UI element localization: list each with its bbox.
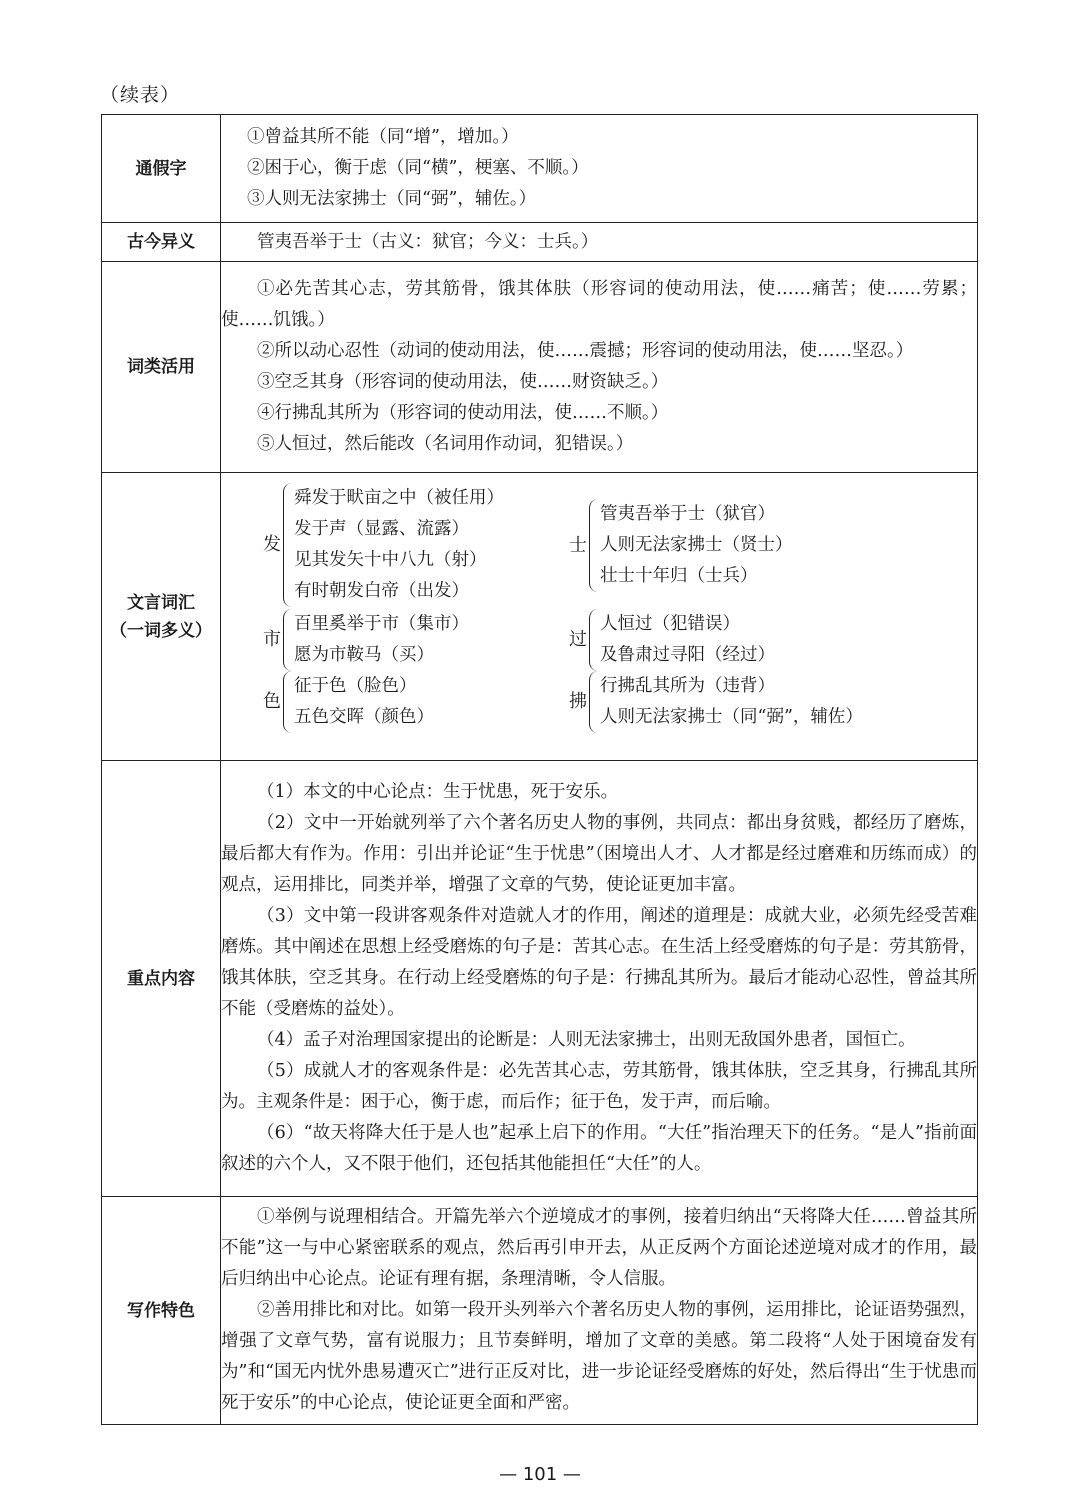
continued-table-label: （续表） bbox=[100, 84, 181, 106]
table-row bbox=[102, 761, 978, 1197]
list-item: 五色交晖（颜色） bbox=[294, 706, 434, 727]
polysemy-group-shi-market bbox=[263, 609, 469, 671]
key-point-1: （1）本文的中心论点：生于忧患，死于安乐。 bbox=[257, 782, 619, 802]
polysemy-items bbox=[294, 483, 504, 607]
list-item: 征于色（脸色） bbox=[294, 675, 417, 696]
table-row bbox=[102, 262, 978, 473]
row-header-gujinyiyi: 古今异义 bbox=[102, 223, 221, 262]
list-item: 人则无法家拂士（贤士） bbox=[600, 534, 793, 555]
list-item: 有时朝发白帝（出发） bbox=[294, 580, 469, 601]
list-item: ①必先苦其心志，劳其筋骨，饿其体肤（形容词的使动用法，使……痛苦；使……劳累；使……饥饿。） bbox=[221, 279, 977, 330]
list-item: 人恒过（犯错误） bbox=[600, 613, 740, 634]
table-row bbox=[102, 223, 978, 262]
key-point-6: （6）“故天将降大任于是人也”起承上启下的作用。“大任”指治理天下的任务。“是人”指前面叙述的六个人，又不限于他们，还包括其他能担任“大任”的人。 bbox=[221, 1123, 977, 1174]
brace-icon bbox=[589, 671, 598, 733]
polysemy-key: 色 bbox=[263, 691, 281, 712]
polysemy-items bbox=[600, 609, 775, 671]
list-item: 百里奚举于市（集市） bbox=[294, 613, 469, 634]
list-item: ⑤人恒过，然后能改（名词用作动词，犯错误。） bbox=[257, 434, 634, 454]
polysemy-key: 发 bbox=[263, 534, 281, 555]
page-number: — 101 — bbox=[499, 1464, 581, 1485]
row-body-cileihuoyong bbox=[221, 262, 978, 473]
polysemy-key: 拂 bbox=[569, 691, 587, 712]
table-row bbox=[102, 1197, 978, 1425]
list-item: 壮士十年归（士兵） bbox=[600, 565, 758, 586]
polysemy-key: 市 bbox=[263, 629, 281, 650]
polysemy-items bbox=[600, 499, 793, 592]
polysemy-key: 过 bbox=[569, 629, 587, 650]
list-item: 舜发于畎亩之中（被任用） bbox=[294, 487, 504, 508]
polysemy-items bbox=[600, 671, 863, 733]
polysemy-key: 士 bbox=[569, 534, 587, 556]
writing-feature-1: ①举例与说理相结合。开篇先举六个逆境成才的事例，接着归纳出“天将降大任……曾益其所不能”这一与中心紧密联系的观点，然后再引申开去，从正反两个方面论述逆境对成才的作用，最后归纳出中心论点。论证有理有据，条理清晰，令人信服。 bbox=[221, 1207, 977, 1289]
polysemy-group-fu bbox=[569, 671, 863, 733]
polysemy-group-guo bbox=[569, 609, 775, 671]
row-body-gujinyiyi bbox=[221, 223, 978, 262]
key-point-5: （5）成就人才的客观条件是：必先苦其心志，劳其筋骨，饿其体肤，空乏其身，行拂乱其所为。主观条件是：困于心，衡于虑，而后作；征于色，发于声，而后喻。 bbox=[221, 1061, 977, 1112]
list-item: ②所以动心忍性（动词的使动用法，使……震撼；形容词的使动用法，使……坚忍。） bbox=[257, 341, 914, 361]
polysemy-items bbox=[294, 609, 469, 671]
key-point-2: （2）文中一开始就列举了六个著名历史人物的事例，共同点：都出身贫贱，都经历了磨炼，最后都大有作为。作用：引出并论证“生于忧患”（困境出人才、人才都是经过磨难和历练而成）的观点，运用排比，同类并举，增强了文章的气势，使论证更加丰富。 bbox=[221, 813, 977, 895]
row-body-yiciduoyi bbox=[221, 473, 978, 761]
list-item: 愿为市鞍马（买） bbox=[294, 644, 434, 665]
key-point-3: （3）文中第一段讲客观条件对造就人才的作用，阐述的道理是：成就大业，必须先经受苦难磨炼。其中阐述在思想上经受磨炼的句子是：苦其心志。在生活上经受磨炼的句子是：劳其筋骨，饿其体肤，空乏其身。在行动上经受磨炼的句子是：行拂乱其所为。最后才能动心忍性，曾益其所不能（受磨炼的益处）。 bbox=[221, 906, 977, 1019]
list-item: ④行拂乱其所为（形容词的使动用法，使……不顺。） bbox=[257, 403, 669, 423]
row-header-zhongdianneirong: 重点内容 bbox=[102, 761, 221, 1197]
brace-icon bbox=[589, 609, 598, 671]
header-line: 文言词汇 bbox=[127, 592, 195, 613]
row-body-xiezuotese bbox=[221, 1197, 978, 1425]
list-item: ③空乏其身（形容词的使动用法，使……财资缺乏。） bbox=[257, 372, 669, 392]
brace-icon bbox=[283, 483, 292, 607]
header-line-sub: （一词多义） bbox=[110, 620, 212, 641]
table-row bbox=[102, 473, 978, 761]
row-header-xiezuotese: 写作特色 bbox=[102, 1197, 221, 1425]
polysemy-groups bbox=[229, 481, 969, 753]
writing-feature-2: ②善用排比和对比。如第一段开头列举六个著名历史人物的事例，运用排比，论证语势强烈，增强了文章气势，富有说服力；且节奏鲜明，增加了文章的美感。第二段将“人处于困境奋发有为”和“国无内忧外患易遭灭亡”进行正反对比，进一步论证经受磨炼的好处，然后得出“生于忧患而死于安乐”的中心论点，使论证更全面和严密。 bbox=[221, 1300, 977, 1413]
row-header-wenyancihui bbox=[102, 473, 221, 761]
list-item: ③人则无法家拂士（同“弼”，辅佐。） bbox=[247, 189, 537, 209]
list-item: 及鲁肃过寻阳（经过） bbox=[600, 644, 775, 665]
row-body-tongjiazi bbox=[221, 115, 978, 223]
row-body-zhongdianneirong bbox=[221, 761, 978, 1197]
list-item: ②困于心，衡于虑（同“横”，梗塞、不顺。） bbox=[247, 158, 589, 178]
brace-icon bbox=[589, 499, 598, 592]
study-notes-table bbox=[101, 114, 978, 1425]
list-item: 管夷吾举于士（狱官） bbox=[600, 503, 775, 524]
table-row bbox=[102, 115, 978, 223]
polysemy-items bbox=[294, 671, 434, 733]
list-item: 见其发矢十中八九（射） bbox=[294, 549, 487, 570]
polysemy-group-shi-scholar bbox=[569, 499, 793, 592]
row-header-cileihuoyong: 词类活用 bbox=[102, 262, 221, 473]
list-item: 管夷吾举于士（古义：狱官；今义：士兵。） bbox=[257, 231, 599, 252]
polysemy-group-fa bbox=[263, 483, 504, 607]
key-point-4: （4）孟子对治理国家提出的论断是：人则无法家拂士，出则无敌国外患者，国恒亡。 bbox=[257, 1030, 916, 1050]
brace-icon bbox=[283, 671, 292, 733]
brace-icon bbox=[283, 609, 292, 671]
row-header-tongjiazi: 通假字 bbox=[102, 115, 221, 223]
polysemy-group-se bbox=[263, 671, 434, 733]
list-item: ①曾益其所不能（同“增”，增加。） bbox=[247, 127, 519, 147]
list-item: 行拂乱其所为（违背） bbox=[600, 675, 775, 696]
list-item: 人则无法家拂士（同“弼”，辅佐） bbox=[600, 706, 863, 727]
list-item: 发于声（显露、流露） bbox=[294, 518, 469, 539]
